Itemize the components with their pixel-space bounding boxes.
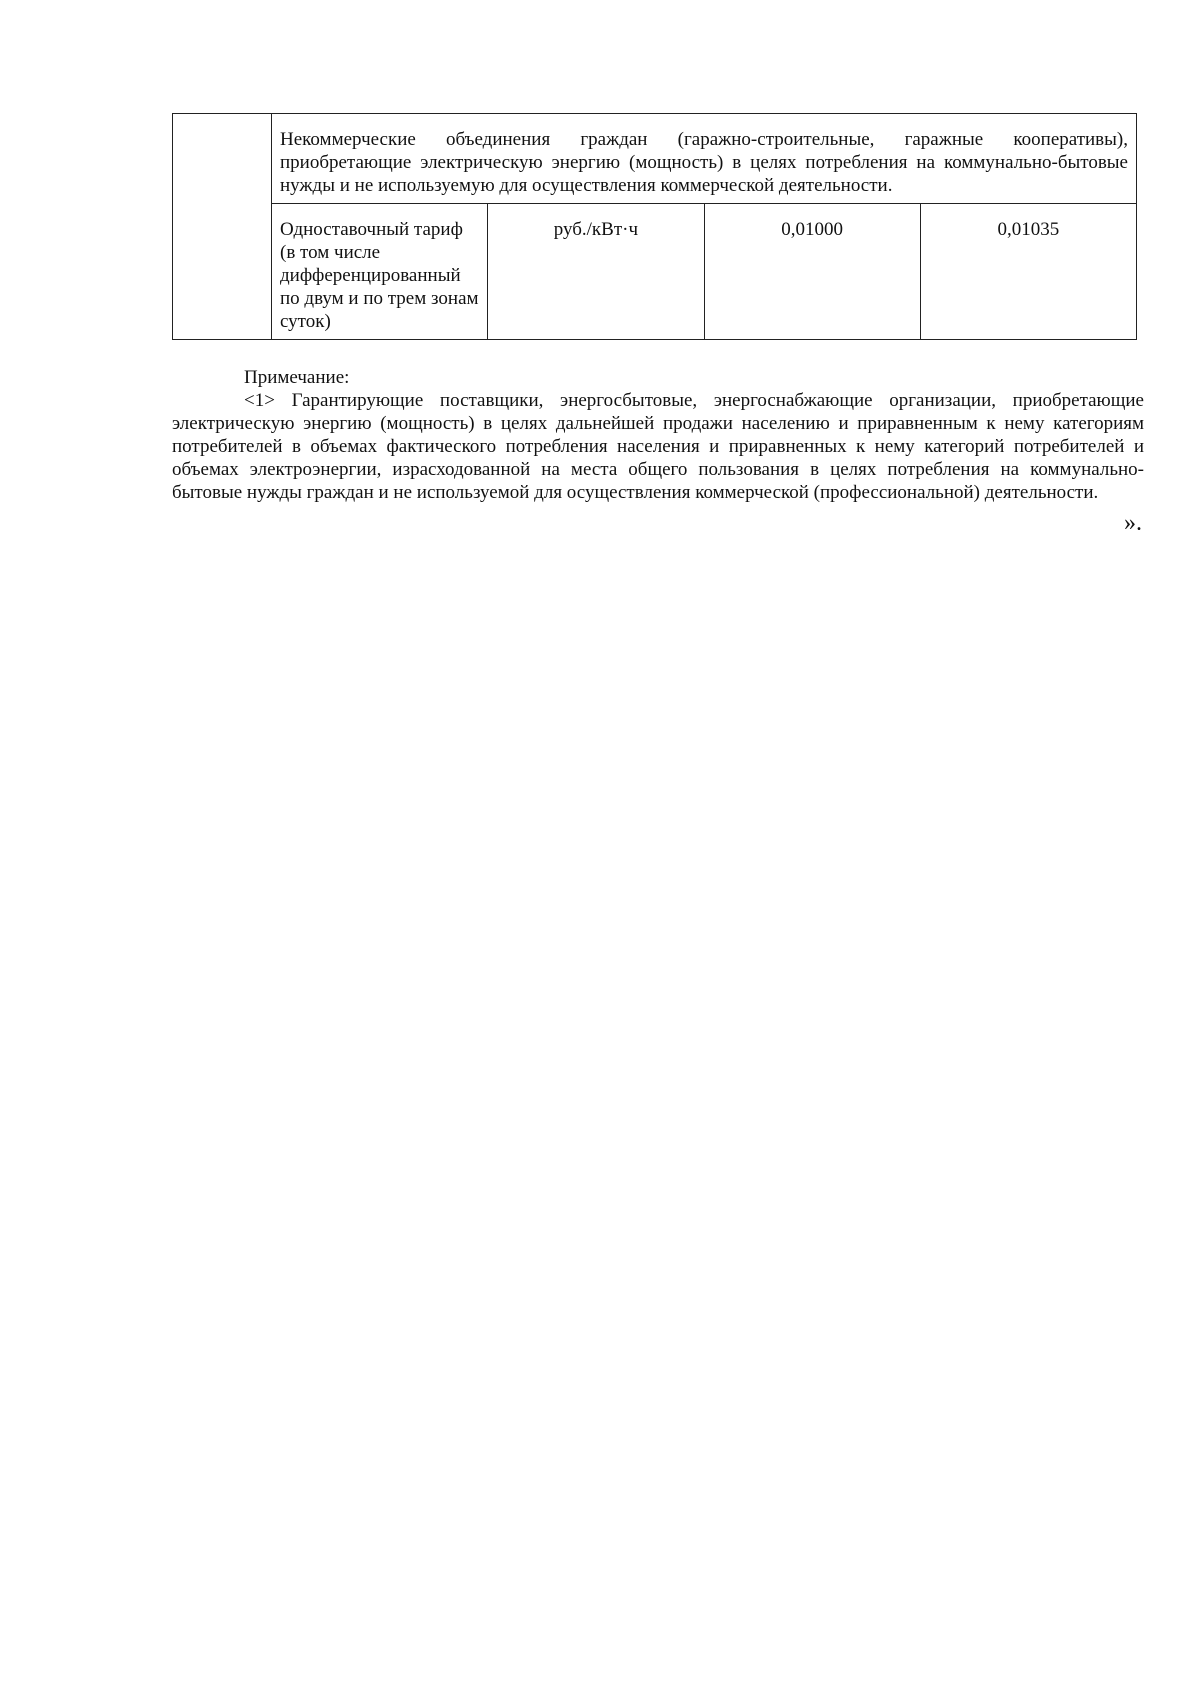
closing-quote: ». (1124, 510, 1142, 536)
note-section (172, 366, 1144, 535)
note-text: <1> Гарантирующие поставщики, энергосбытовые, энергоснабжающие организации, приобретающие электрическую энергию (мощность) в целях дальнейшей продажи населению и приравненным к нему категориям потребителей в объемах фактического потребления населения и приравненных к нему категорий потребителей и объемах электроэнергии, израсходованной на места общего пользования в целях потребления на коммунально-бытовые нужды граждан и не используемой для осуществления коммерческой (профессиональной) деятельности. (172, 390, 1144, 503)
tariff-table (172, 113, 1137, 340)
table-row (173, 204, 1137, 340)
tariff-name-cell: Одноставочный тариф (в том числе дифференцированный по двум и по трем зонам суток) (272, 204, 488, 340)
value-first-half-cell: 0,01000 (704, 204, 920, 340)
note-label: Примечание: (244, 367, 350, 388)
consumer-group-text: Некоммерческие объединения граждан (гаражно-строительные, гаражные кооперативы), приобретающие электрическую энергию (мощность) в целях потребления на коммунально-бытовые нужды и не используемую для осуществления коммерческой деятельности. (272, 114, 1137, 204)
unit-cell: руб./кВт·ч (488, 204, 704, 340)
table-group-row (173, 114, 1137, 204)
document-page (172, 113, 1144, 535)
value-second-half-cell: 0,01035 (920, 204, 1136, 340)
row-number-cell (173, 114, 272, 340)
